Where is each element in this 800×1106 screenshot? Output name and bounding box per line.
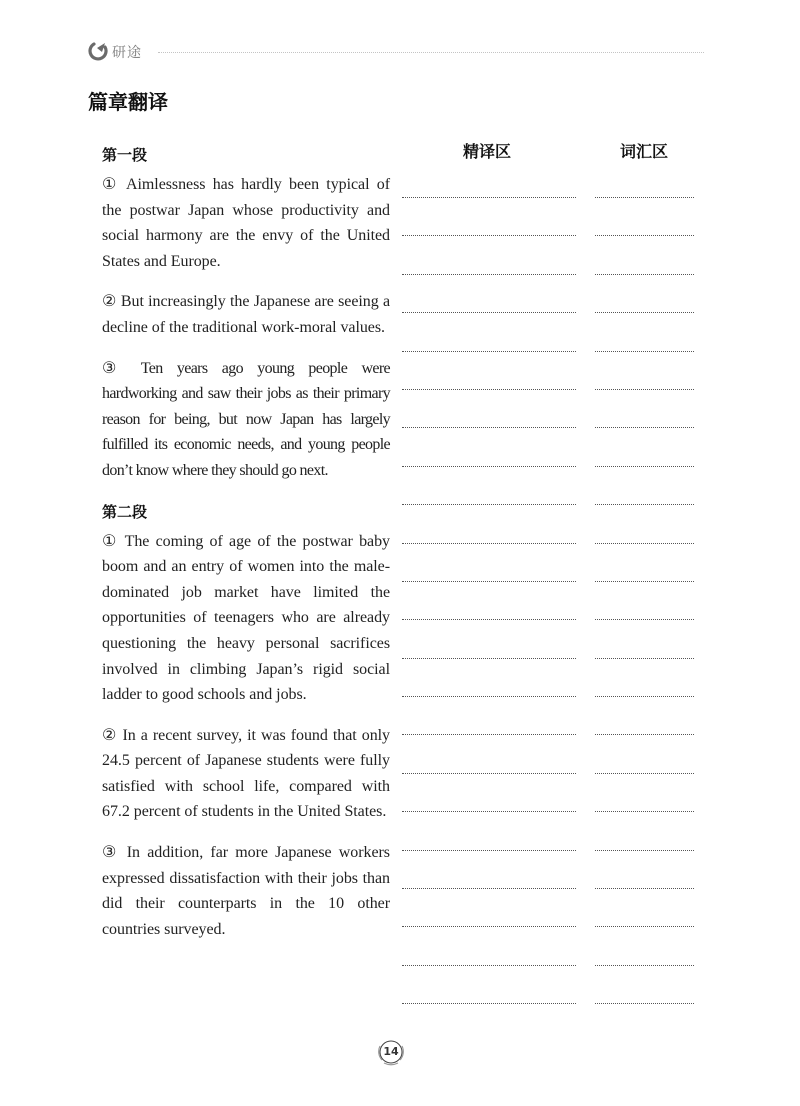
writing-line[interactable] <box>595 619 694 657</box>
writing-line[interactable] <box>595 773 694 811</box>
writing-line[interactable] <box>402 658 576 696</box>
sentence: ③ In addition, far more Japanese workers expressed dissatisfaction with their jobs than did their counterparts in the 10 other countries surveyed. <box>102 844 390 938</box>
sentence: ② But increasingly the Japanese are seeing a decline of the traditional work-moral values. <box>102 293 390 336</box>
writing-line[interactable] <box>402 581 576 619</box>
logo-icon <box>88 41 108 61</box>
translation-writing-area[interactable] <box>402 197 576 1042</box>
page-number: 14 <box>383 1045 399 1058</box>
writing-line[interactable] <box>595 965 694 1003</box>
writing-line[interactable] <box>595 543 694 581</box>
writing-line[interactable] <box>595 466 694 504</box>
writing-line[interactable] <box>595 1003 694 1041</box>
writing-line[interactable] <box>402 274 576 312</box>
section-title: 篇章翻译 <box>88 90 168 114</box>
writing-line[interactable] <box>402 389 576 427</box>
writing-line[interactable] <box>402 235 576 273</box>
paragraph-label: 第一段 <box>102 146 148 164</box>
writing-line[interactable] <box>402 619 576 657</box>
translation-column-header: 精译区 <box>463 142 512 161</box>
writing-line[interactable] <box>402 734 576 772</box>
writing-line[interactable] <box>402 926 576 964</box>
brand-name: 研途 <box>112 45 142 61</box>
writing-line[interactable] <box>595 197 694 235</box>
writing-line[interactable] <box>402 504 576 542</box>
writing-line[interactable] <box>402 351 576 389</box>
sentence <box>102 356 390 484</box>
writing-line[interactable] <box>402 965 576 1003</box>
sentence: ① The coming of age of the postwar baby boom and an entry of women into the male-dominated job market have limited the opportunities of teenagers who are already questioning the heavy personal sacrifices involved in climbing Japan’s rigid social ladder to good schools and jobs. <box>102 532 390 704</box>
writing-line[interactable] <box>402 427 576 465</box>
page-number-badge <box>376 1037 406 1067</box>
writing-line[interactable] <box>402 197 576 235</box>
sentence: ① Aimlessness has hardly been typical of the postwar Japan whose productivity and social harmony are the envy of the United States and Europe. <box>102 176 390 270</box>
writing-line[interactable] <box>595 658 694 696</box>
passage-text <box>102 142 390 957</box>
writing-line[interactable] <box>595 312 694 350</box>
writing-line[interactable] <box>595 427 694 465</box>
writing-line[interactable] <box>595 504 694 542</box>
writing-line[interactable] <box>595 389 694 427</box>
writing-line[interactable] <box>402 696 576 734</box>
writing-line[interactable] <box>595 926 694 964</box>
writing-line[interactable] <box>595 351 694 389</box>
writing-line[interactable] <box>402 811 576 849</box>
sentence: ② In a recent survey, it was found that only 24.5 percent of Japanese students were fully satisfied with school life, compared with 67.2 percent of students in the United States. <box>102 726 390 821</box>
sentence-text: ③ Ten years ago young people were hardworking and saw their jobs as their primary reason for being, but now Japan has largely fulfilled its economic needs, and young people don’t know where they should go next. <box>102 359 390 479</box>
page-header <box>88 41 704 63</box>
writing-line[interactable] <box>402 466 576 504</box>
writing-line[interactable] <box>595 811 694 849</box>
writing-line[interactable] <box>402 773 576 811</box>
writing-line[interactable] <box>595 235 694 273</box>
writing-line[interactable] <box>402 312 576 350</box>
header-divider <box>158 52 704 53</box>
writing-line[interactable] <box>595 696 694 734</box>
writing-line[interactable] <box>402 850 576 888</box>
writing-line[interactable] <box>595 581 694 619</box>
vocabulary-column-header: 词汇区 <box>620 142 669 161</box>
paragraph-label: 第二段 <box>102 502 148 521</box>
writing-line[interactable] <box>595 734 694 772</box>
writing-line[interactable] <box>595 850 694 888</box>
writing-line[interactable] <box>402 543 576 581</box>
writing-line[interactable] <box>595 274 694 312</box>
writing-line[interactable] <box>595 888 694 926</box>
vocabulary-writing-area[interactable] <box>595 197 694 1042</box>
writing-line[interactable] <box>402 1003 576 1041</box>
writing-line[interactable] <box>402 888 576 926</box>
